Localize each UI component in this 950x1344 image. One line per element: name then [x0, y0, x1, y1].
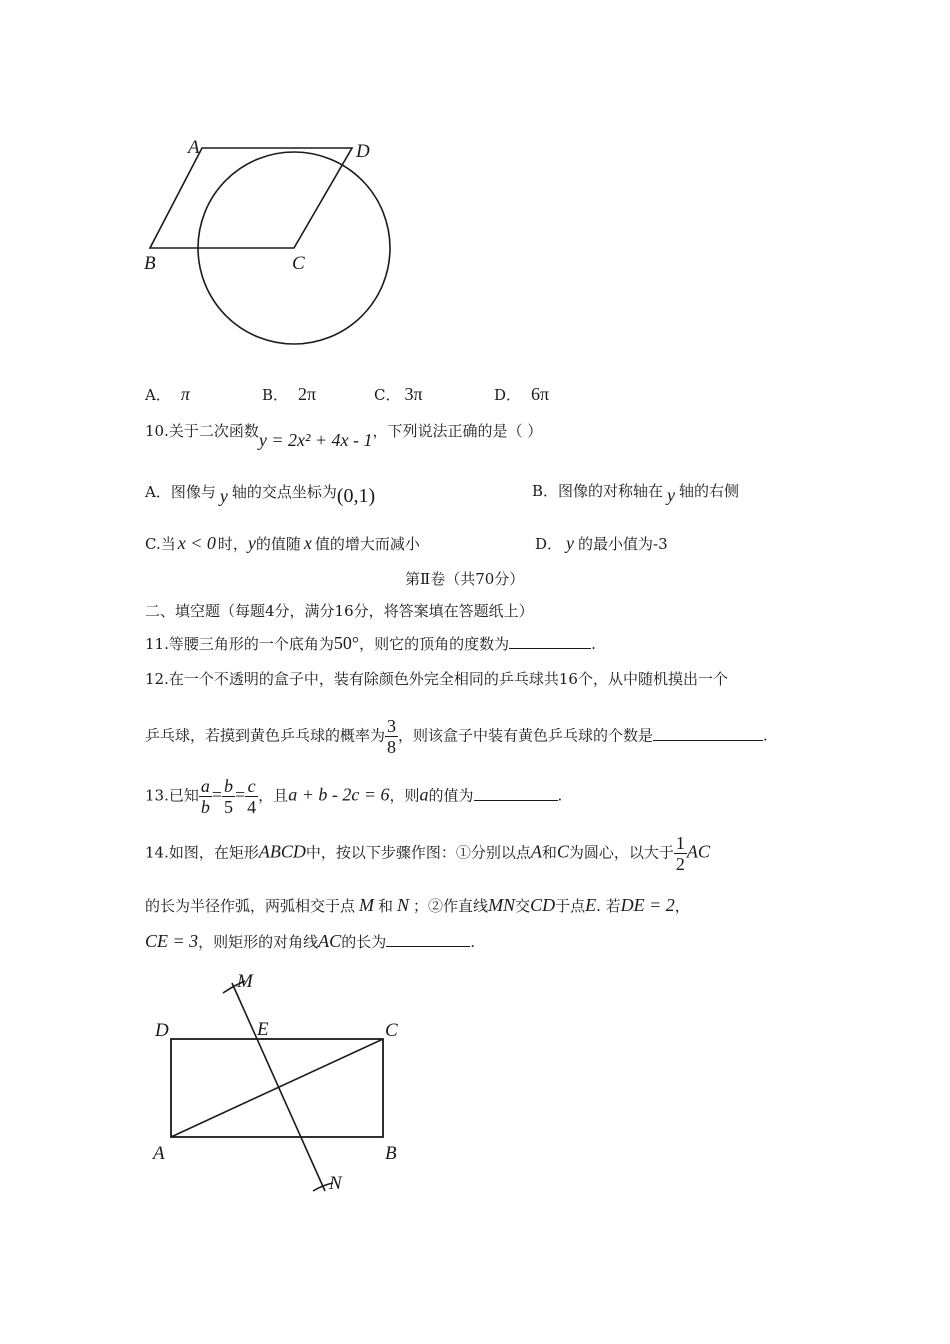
diagonal-ac [171, 1039, 383, 1137]
parallelogram-circle-figure [140, 130, 400, 360]
q10-option-c: C.当 x < 0 时，y的值随 x 值的增大而减小 [145, 533, 420, 553]
q11: 11.等腰三角形的一个底角为50°，则它的顶角的度数为 . [145, 633, 596, 653]
fig1-label-c: C [292, 253, 305, 274]
q12-fraction: $\frac{3}{8}$ [387, 716, 397, 757]
section-title: 第Ⅱ卷（共70分） [405, 570, 525, 588]
q10-option-b: B．图像的对称轴在 y 轴的右侧 [532, 482, 740, 505]
q14-line3: CE = 3，则矩形的对角线AC的长为 . [145, 931, 475, 951]
fig1-label-d: D [356, 141, 370, 162]
q14-line1: 14.如图，在矩形ABCD中，按以下步骤作图：①分别以点A和C为圆心，以大于 $\frac{1}{2}$ AC [145, 833, 710, 874]
q14-answer-blank[interactable] [386, 932, 470, 947]
section2-heading: 二、填空题（每题4分，满分16分，将答案填在答题纸上） [145, 602, 534, 620]
q12-answer-blank[interactable] [653, 726, 763, 741]
q9-option-a: A． π [145, 384, 190, 404]
fig1-label-a: A [188, 137, 200, 158]
fig2-label-a: A [153, 1143, 165, 1164]
q12-line2: 乒乓球，若摸到黄色乒乓球的概率为 $\frac{3}{8}$ ，则该盒子中装有黄色乒乓球的个数是 . [145, 716, 768, 757]
fig2-label-b: B [385, 1143, 397, 1164]
q12-line1: 12.在一个不透明的盒子中，装有除颜色外完全相同的乒乓球共16个，从中随机摸出一个 [145, 670, 728, 688]
q13-answer-blank[interactable] [474, 786, 558, 801]
q10-stem: 10.关于二次函数y = 2x² + 4x - 1，下列说法正确的是（ ） [145, 422, 543, 450]
fig2-label-n: N [329, 1173, 342, 1194]
q9-option-b: B． 2π [262, 384, 317, 404]
fig1-label-b: B [144, 253, 156, 274]
fig2-label-e: E [257, 1019, 269, 1040]
q11-answer-blank[interactable] [509, 634, 591, 649]
q10-option-a: A．图像与 y 轴的交点坐标为(0,1) [145, 483, 376, 507]
q9-option-c: C． 3π [374, 384, 423, 404]
fig2-label-c: C [385, 1020, 398, 1041]
line-mn [232, 983, 325, 1191]
rectangle-bisector-figure [145, 965, 425, 1205]
q13: 13.已知 $\frac{a}{b}$ = $\frac{b}{5}$ = $\frac{c}{4}$ ，且a + b - 2c = 6，则a的值为 . [145, 776, 563, 817]
fig2-label-d: D [155, 1020, 169, 1041]
q9-option-d: D． 6π [494, 384, 550, 404]
q10-option-d: D． y 的最小值为-3 [535, 533, 668, 553]
q14-line2: 的长为半径作弧，两弧相交于点 M 和 N ；②作直线MN交CD于点E. 若DE = 2， [145, 895, 690, 915]
fig2-label-m: M [237, 971, 253, 992]
